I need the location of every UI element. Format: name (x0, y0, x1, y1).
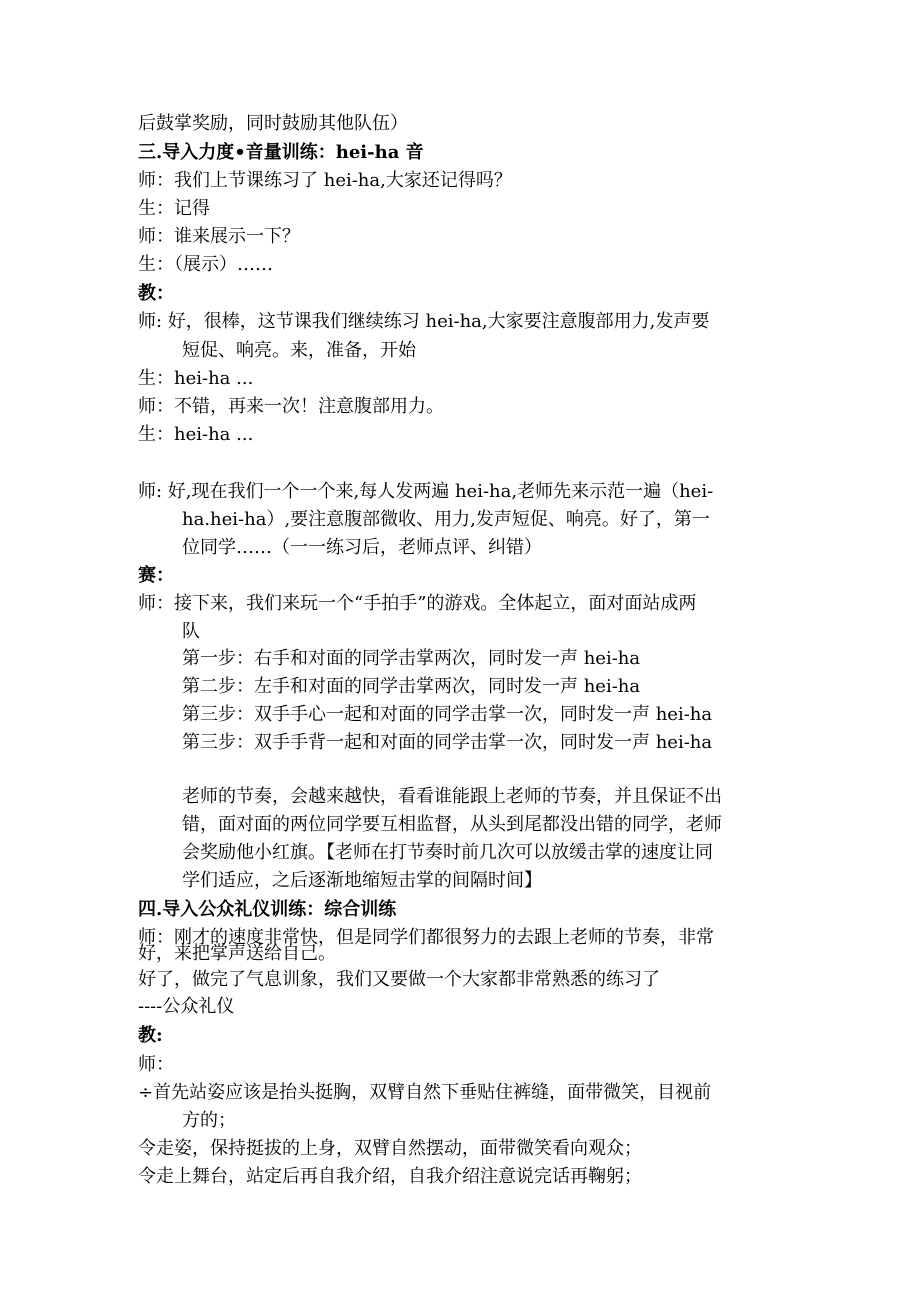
text-line: 师：接下来，我们来玩一个“手拍手”的游戏。全体起立，面对面站成两 (138, 593, 697, 614)
text-line: 方的； (182, 1110, 236, 1131)
text-line: 师：刚才的速度非常快，但是同学们都很努力的去跟上老师的节奏，非常 (138, 927, 714, 948)
text-line: 队 (182, 621, 200, 642)
text-line: 令走上舞台，站定后再自我介绍，自我介绍注意说完话再鞠躬； (138, 1166, 642, 1187)
step-line: 第一步：右手和对面的同学击掌两次，同时发一声 hei-ha (182, 648, 641, 669)
text-line: 师：谁来展示一下？ (138, 226, 300, 247)
text-line: 老师的节奏，会越来越快，看看谁能跟上老师的节奏，并且保证不出 (182, 786, 722, 807)
subheading: 教: (138, 1025, 163, 1046)
text-line: 师：不错，再来一次！注意腹部用力。 (138, 396, 444, 417)
text-line: 师：我们上节课练习了 hei-ha,大家还记得吗？ (138, 170, 512, 191)
text-line: ha.hei-ha）,要注意腹部微收、用力,发声短促、响亮。好了，第一 (182, 509, 710, 530)
subheading: 赛： (138, 565, 174, 586)
text-line: 后鼓掌奖励，同时鼓励其他队伍） (138, 113, 408, 134)
section-heading: 三.导入力度•音量训练：hei-ha 音 (138, 142, 424, 163)
text-line: 错，面对面的两位同学要互相监督，从头到尾都没出错的同学，老师 (182, 814, 722, 835)
text-line: ÷首先站姿应该是抬头挺胸，双臂自然下垂贴住裤缝，面带微笑，目视前 (138, 1082, 712, 1103)
text-line: 生：hei-ha ... (138, 424, 254, 445)
text-line: 生：记得 (138, 198, 210, 219)
section-heading: 四.导入公众礼仪训练：综合训练 (138, 899, 397, 920)
text-line: 好，来把掌声送给自己。 (138, 943, 336, 964)
step-line: 第三步：双手手心一起和对面的同学击掌一次，同时发一声 hei-ha (182, 704, 713, 725)
text-line: 好了，做完了气息训象，我们又要做一个大家都非常熟悉的练习了 (138, 969, 660, 990)
step-line: 第二步：左手和对面的同学击掌两次，同时发一声 hei-ha (182, 676, 641, 697)
text-line: 会奖励他小红旗。【老师在打节奏时前几次可以放缓击掌的速度让同 (182, 842, 713, 863)
text-line: 学们适应，之后逐渐地缩短击掌的间隔时间】 (182, 870, 542, 891)
text-line: 位同学……（一一练习后，老师点评、纠错） (182, 537, 542, 558)
step-line: 第三步：双手手背一起和对面的同学击掌一次，同时发一声 hei-ha (182, 732, 713, 753)
text-line: 师: 好,现在我们一个一个来,每人发两遍 hei-ha,老师先来示范一遍（hei- (138, 481, 714, 502)
text-line: 师： (138, 1054, 174, 1075)
text-line: 生：（展示）…… (138, 254, 273, 275)
text-line: 生：hei-ha ... (138, 368, 254, 389)
subheading: 教： (138, 283, 174, 304)
text-line: 短促、响亮。来，准备，开始 (182, 340, 416, 361)
text-line: ----公众礼仪 (138, 996, 235, 1017)
text-line: 令走姿，保持挺拔的上身，双臂自然摆动，面带微笑看向观众； (138, 1138, 642, 1159)
text-line: 师: 好，很棒，这节课我们继续练习 hei-ha,大家要注意腹部用力,发声要 (138, 311, 710, 332)
